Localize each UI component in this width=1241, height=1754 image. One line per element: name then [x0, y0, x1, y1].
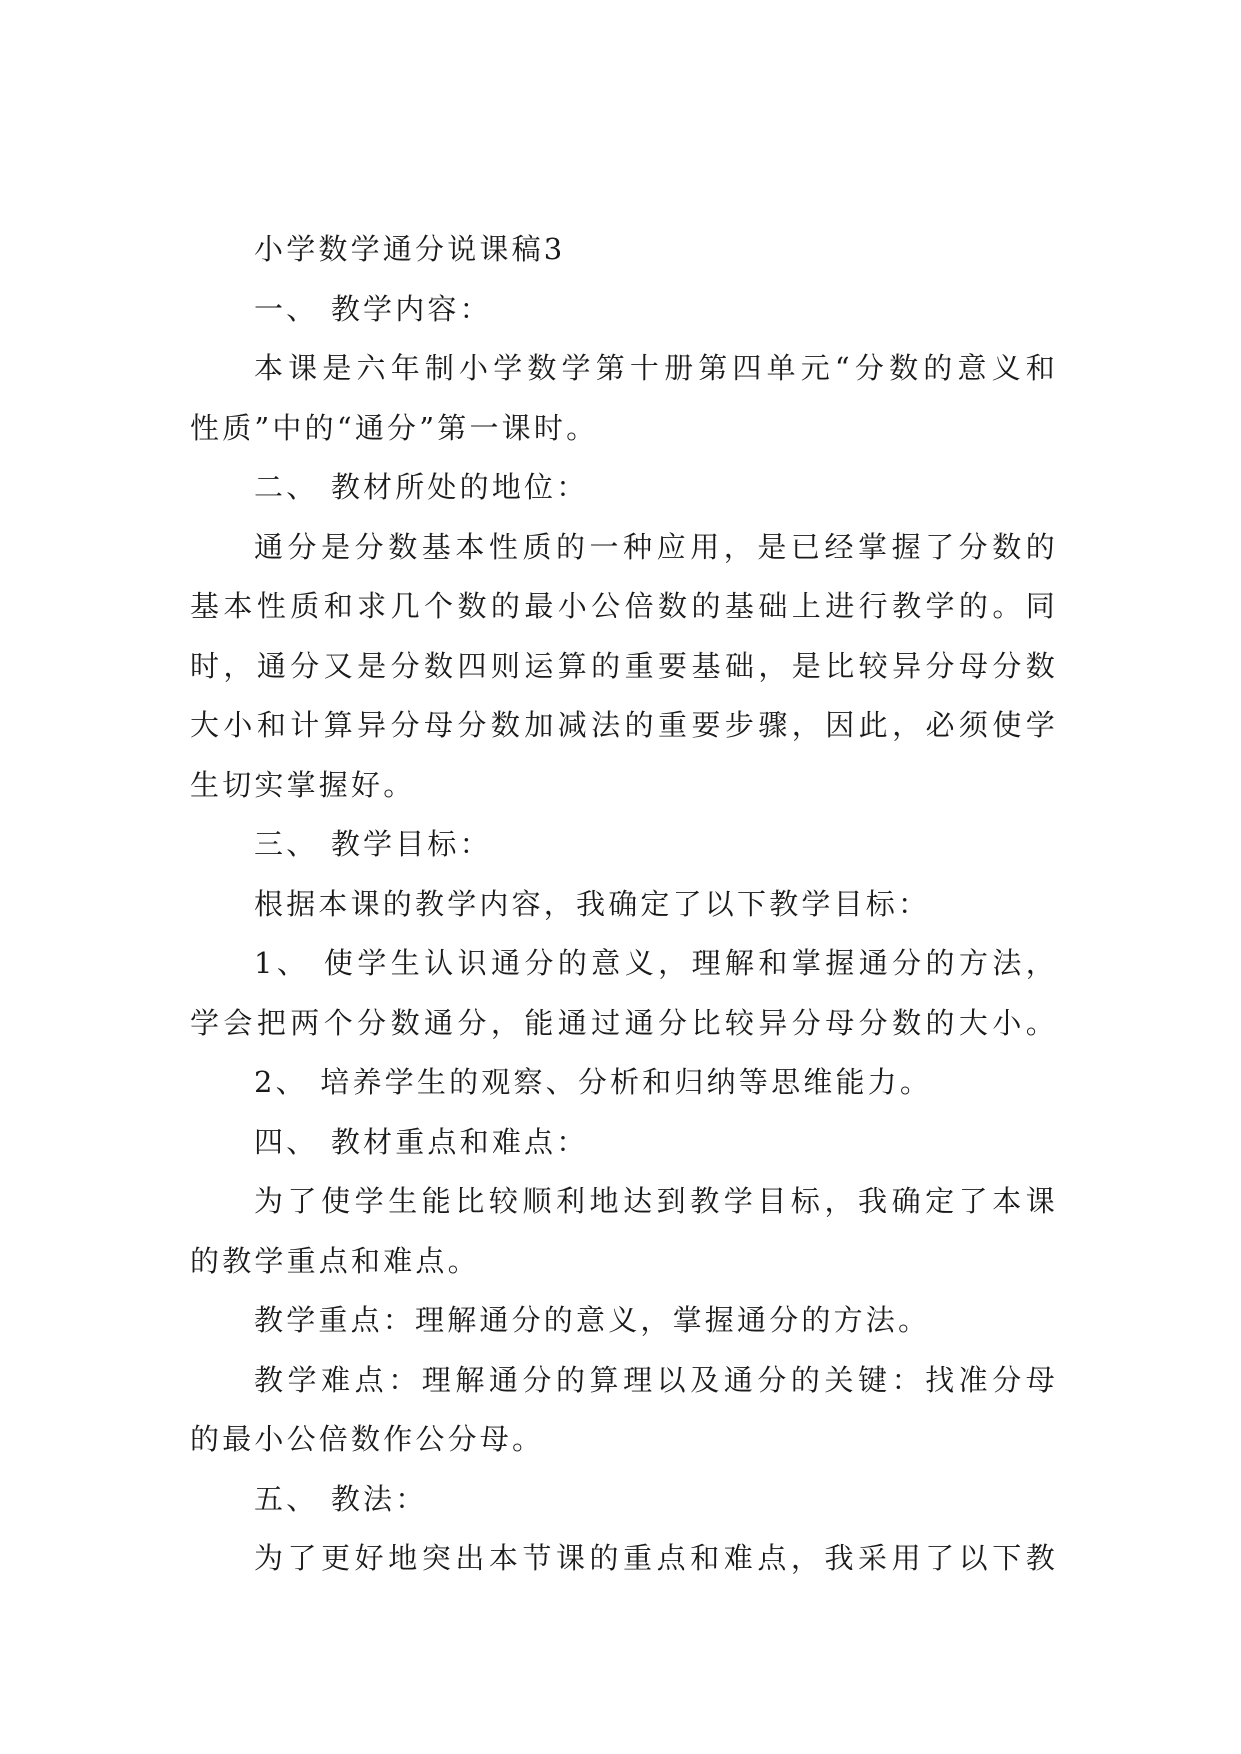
paragraph-line: 为了使学生能比较顺利地达到教学目标，我确定了本课	[254, 1184, 1058, 1218]
paragraph-line: 性质”中的“通分”第一课时。	[190, 410, 599, 445]
section-heading-2: 二、 教材所处的地位：	[254, 470, 589, 504]
paragraph-line: 的教学重点和难点。	[190, 1243, 480, 1278]
paragraph-line: 教学重点：理解通分的意义，掌握通分的方法。	[254, 1303, 931, 1337]
section-heading-3: 三、 教学目标：	[254, 827, 492, 861]
list-item-line: 1、 使学生认识通分的意义，理解和掌握通分的方法，	[254, 946, 1058, 980]
paragraph-line: 通分是分数基本性质的一种应用，是已经掌握了分数的	[254, 529, 1058, 564]
paragraph-line: 本课是六年制小学数学第十册第四单元“分数的意义和	[254, 351, 1058, 385]
paragraph-line: 的最小公倍数作公分母。	[190, 1422, 545, 1456]
document-body	[190, 220, 1058, 1589]
paragraph-line: 生切实掌握好。	[190, 767, 416, 802]
section-heading-4: 四、 教材重点和难点：	[254, 1124, 589, 1159]
paragraph-line: 基本性质和求几个数的最小公倍数的基础上进行教学的。同	[190, 589, 1058, 623]
list-item-line: 2、 培养学生的观察、分析和归纳等思维能力。	[254, 1065, 933, 1099]
document-title: 小学数学通分说课稿3	[254, 232, 566, 266]
paragraph-line: 教学难点：理解通分的算理以及通分的关键：找准分母	[254, 1362, 1058, 1397]
list-item-line: 学会把两个分数通分，能通过通分比较异分母分数的大小。	[190, 1005, 1058, 1040]
paragraph-line: 根据本课的教学内容，我确定了以下教学目标：	[254, 886, 931, 921]
section-heading-5: 五、 教法：	[254, 1481, 428, 1516]
paragraph-line: 为了更好地突出本节课的重点和难点，我采用了以下教	[254, 1541, 1058, 1575]
section-heading-1: 一、 教学内容：	[254, 291, 492, 326]
paragraph-line: 大小和计算异分母分数加减法的重要步骤，因此，必须使学	[190, 708, 1058, 742]
paragraph-line: 时，通分又是分数四则运算的重要基础，是比较异分母分数	[190, 648, 1058, 683]
